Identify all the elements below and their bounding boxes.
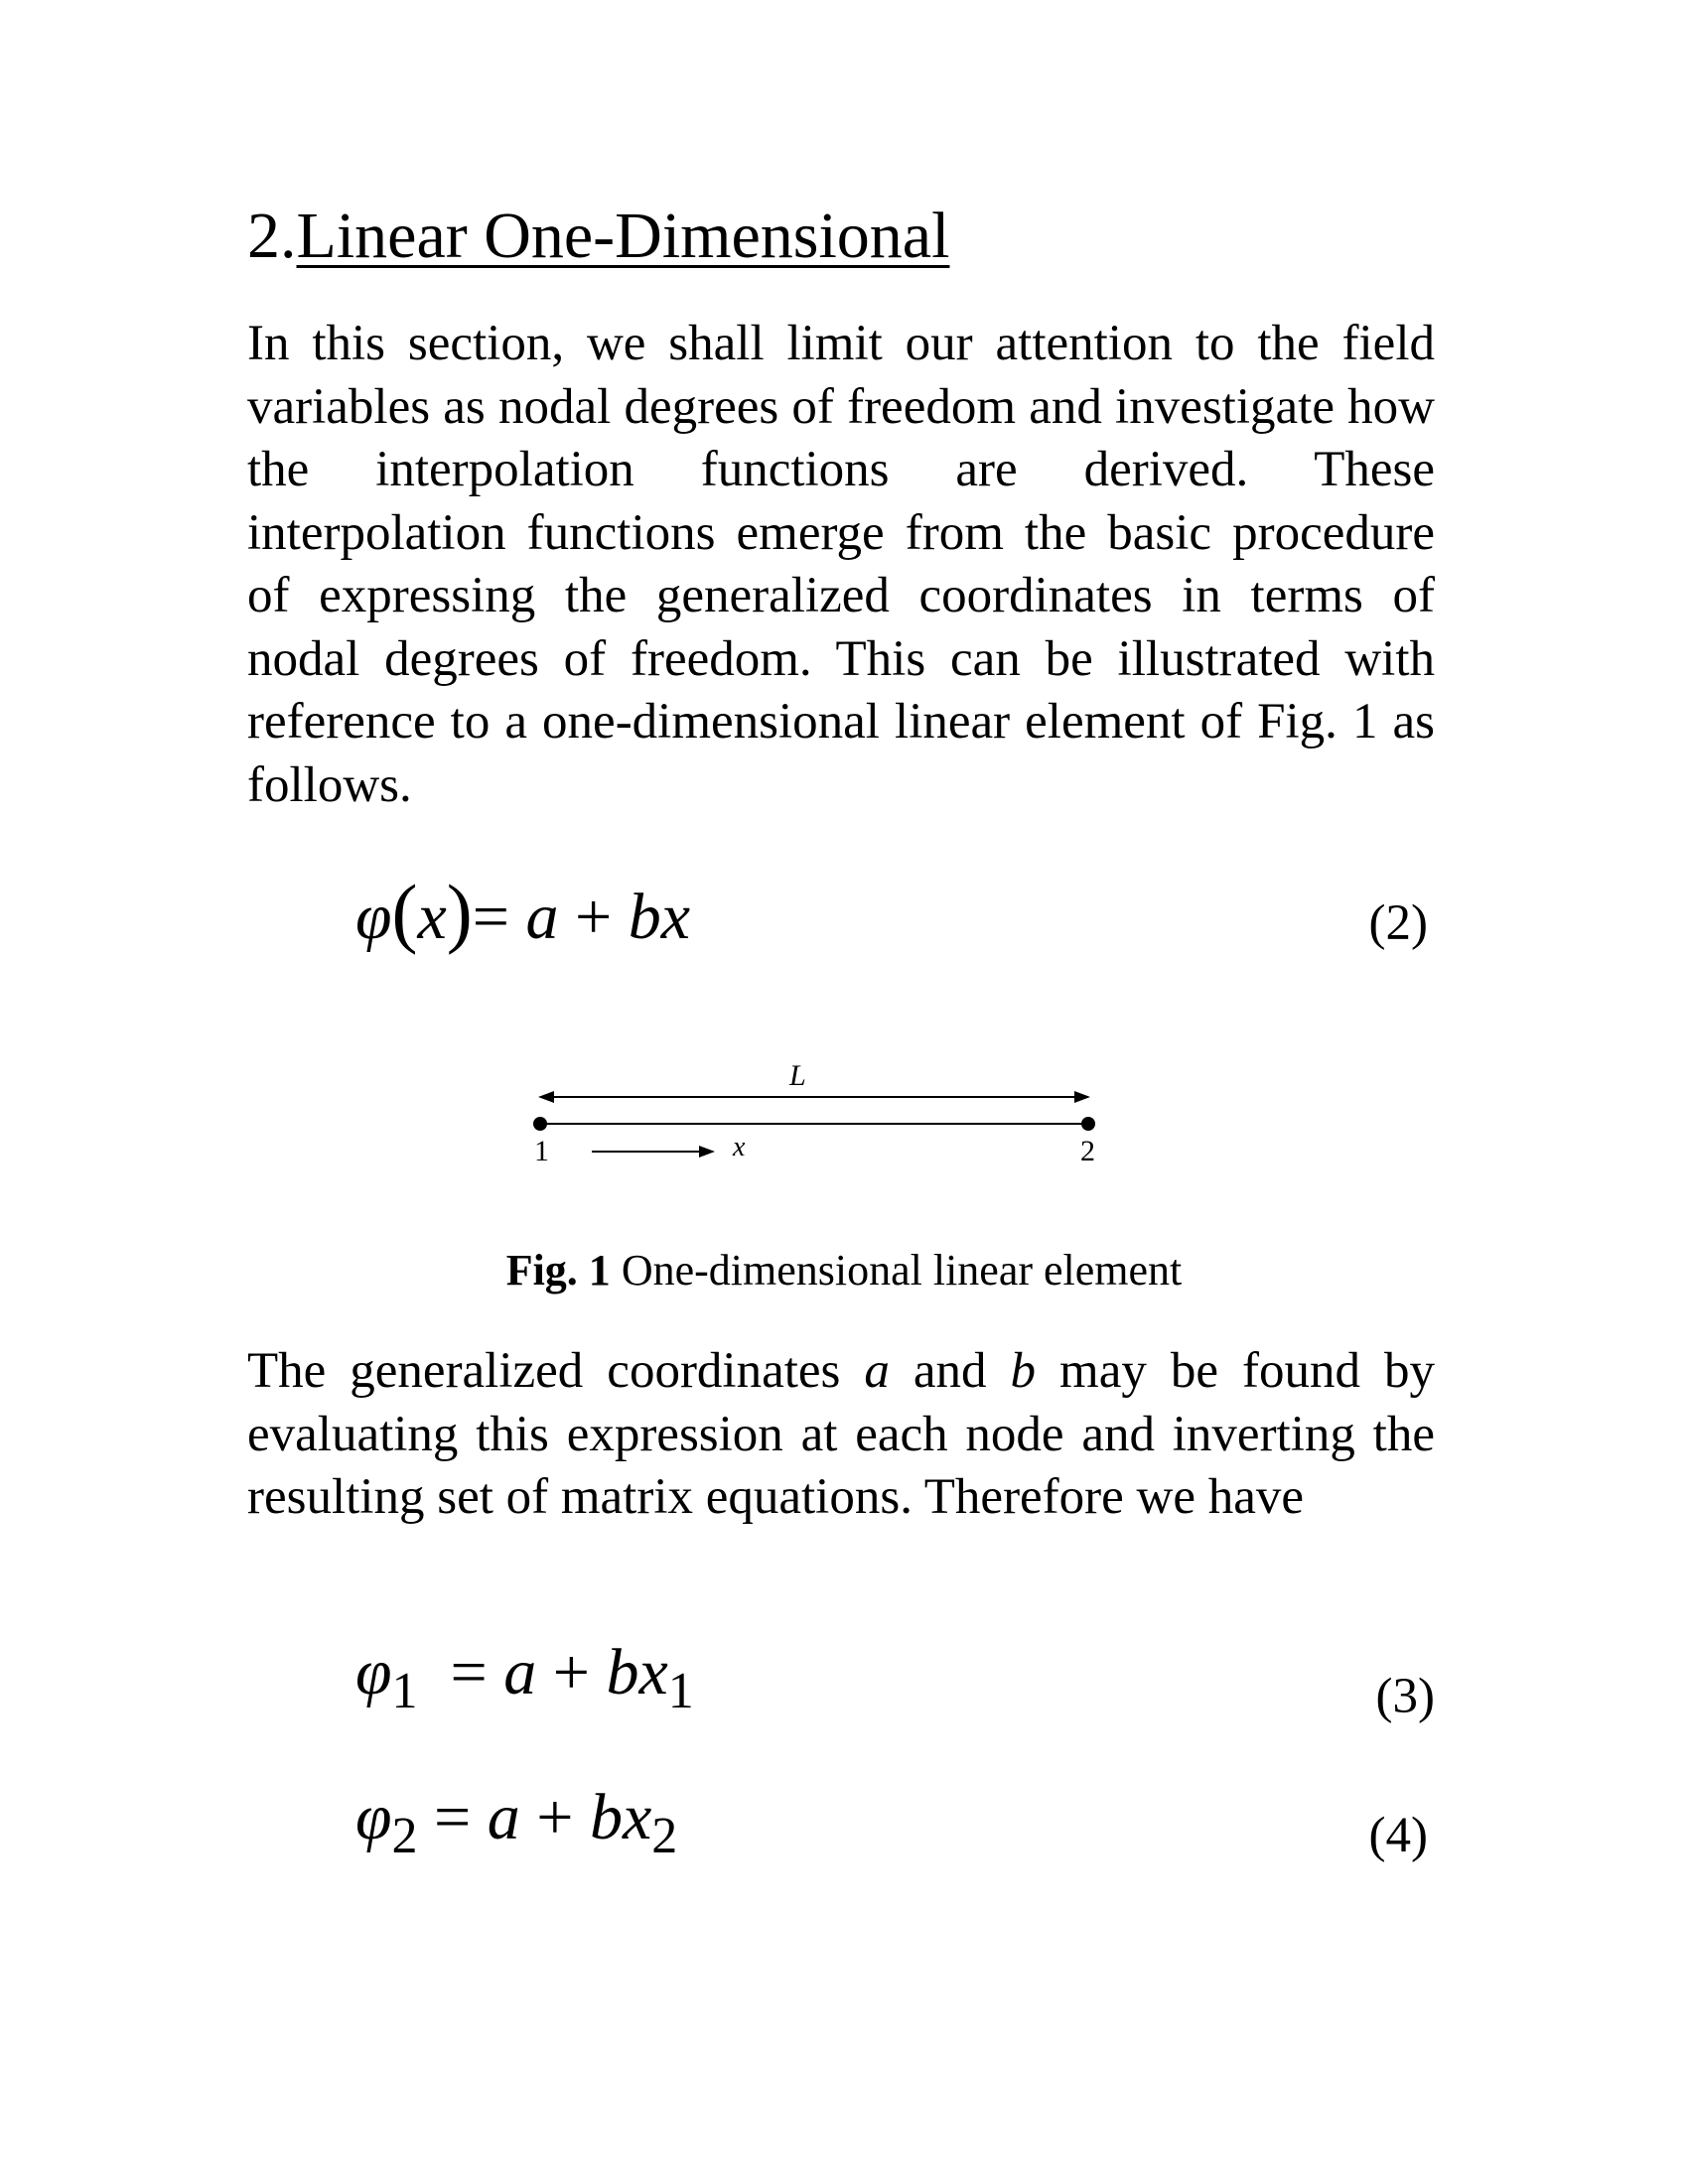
para2-a: a — [864, 1343, 890, 1399]
section-title: Linear One-Dimensional — [296, 200, 950, 272]
eq3-phi-sub: 1 — [391, 1663, 418, 1719]
eq2-x: x — [417, 881, 447, 953]
eq3-plus: + — [552, 1636, 590, 1708]
eq4-phi: φ — [355, 1781, 392, 1853]
eq4-x-sub: 2 — [651, 1808, 678, 1864]
length-arrowhead-right — [1074, 1091, 1090, 1103]
length-label: L — [789, 1059, 806, 1092]
caption-text: One-dimensional linear element — [610, 1246, 1183, 1295]
equation-3 — [355, 1636, 694, 1719]
eq4-equals: = — [434, 1781, 472, 1853]
eq2-plus: + — [575, 881, 613, 953]
equation-2 — [355, 869, 691, 955]
eq4-bx: bx — [589, 1781, 652, 1853]
eq2-a: a — [525, 881, 559, 953]
eq3-phi: φ — [355, 1636, 392, 1708]
figure-1 — [516, 1052, 1112, 1181]
section-number: 2. — [247, 200, 297, 272]
eq3-x-sub: 1 — [667, 1663, 694, 1719]
para2-part1: The generalized coordinates — [247, 1343, 865, 1399]
body-paragraph — [247, 1340, 1435, 1530]
eq3-a: a — [503, 1636, 537, 1708]
para2-part3: may be found by evaluating this expression at each node and inverting the resulting set of matrix equations. Therefore we have — [247, 1343, 1435, 1525]
equation-4 — [355, 1781, 678, 1864]
intro-paragraph: In this section, we shall limit our attention to the field variables as nodal degrees of freedom and investigate how the interpolation functions are derived. These interpolation functions emerge from the basic procedure of expressing the generalized coordinates in terms of nodal degrees of freedom. This can be illustrated with reference to a one-dimensional linear element of Fig. 1 as follows. — [247, 316, 1435, 813]
para2-b: b — [1010, 1343, 1037, 1399]
para2-part2: and — [889, 1343, 1011, 1399]
eq2-phi: φ — [355, 881, 392, 953]
node-2-dot — [1081, 1117, 1095, 1131]
eq3-bx: bx — [606, 1636, 668, 1708]
equation-4-number: (4) — [1368, 1808, 1428, 1863]
caption-label: Fig. 1 — [505, 1246, 611, 1295]
node-1-dot — [533, 1117, 547, 1131]
eq4-a: a — [487, 1781, 520, 1853]
node-1-label: 1 — [534, 1135, 549, 1167]
eq4-plus: + — [536, 1781, 574, 1853]
eq4-phi-sub: 2 — [391, 1808, 418, 1864]
eq2-open-paren: ( — [391, 869, 418, 955]
eq2-close-paren: ) — [446, 869, 473, 955]
x-label: x — [733, 1132, 746, 1162]
eq2-bx: bx — [628, 881, 691, 953]
section-heading — [247, 200, 950, 272]
x-direction-arrowhead — [699, 1146, 715, 1158]
equation-2-number: (2) — [1368, 895, 1428, 951]
length-arrowhead-left — [538, 1091, 554, 1103]
equation-3-number: (3) — [1375, 1669, 1435, 1724]
node-2-label: 2 — [1080, 1135, 1095, 1167]
eq2-equals: = — [472, 881, 510, 953]
eq3-equals: = — [450, 1636, 488, 1708]
linear-element-diagram — [516, 1052, 1112, 1181]
figure-caption — [0, 1246, 1688, 1295]
